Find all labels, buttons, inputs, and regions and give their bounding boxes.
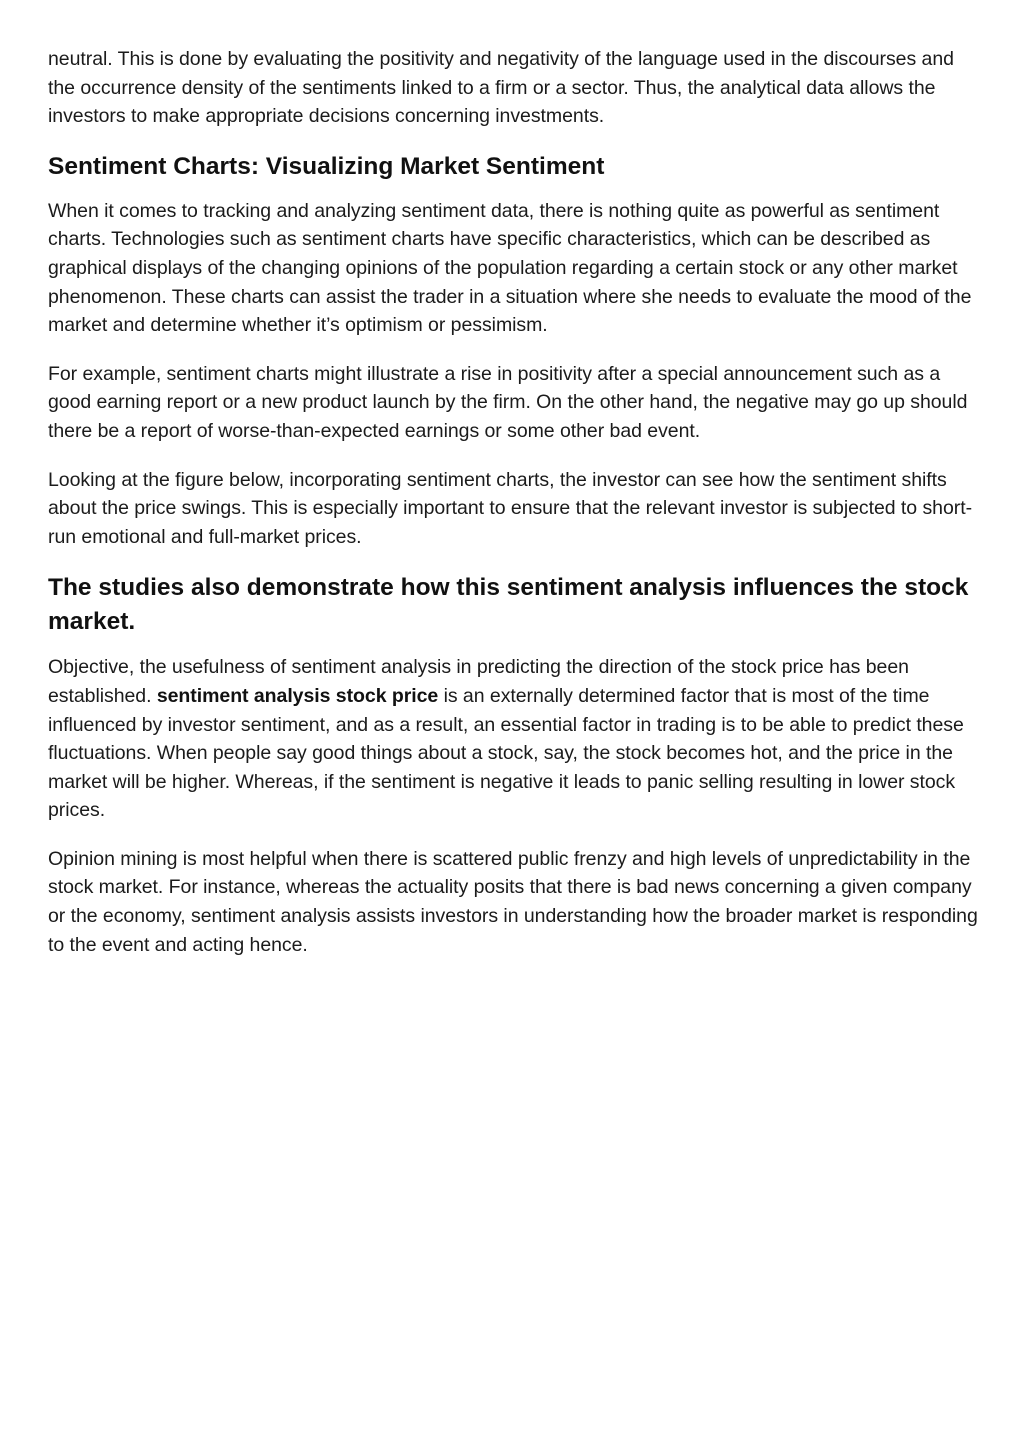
- sentiment-charts-paragraph-2: For example, sentiment charts might illustrate a rise in positivity after a special announcement such as a good earning report or a new product launch by the firm. On the other hand, the negative may go up should there be a report of worse-than-expected earnings or some other bad event.: [48, 362, 968, 442]
- sentiment-charts-paragraph-1: When it comes to tracking and analyzing sentiment data, there is nothing quite as powerful as sentiment charts. Technologies such as sentiment charts have specific characteristics, which can be described as graphical displays of the changing opinions of the population regarding a certain stock or any other market phenomenon. These charts can assist the trader in a situation where she needs to evaluate the mood of the market and determine whether it’s optimism or pessimism.: [48, 199, 972, 337]
- sentiment-charts-paragraph-3: Looking at the figure below, incorporating sentiment charts, the investor can see how the sentiment shifts about the price swings. This is especially important to ensure that the relevant investor is subjected to short-run emotional and full-market prices.: [48, 468, 973, 548]
- studies-paragraph-1-start: Objective, the usefulness of sentiment analysis in predicting the direction of the stock price has been established.: [48, 656, 909, 707]
- studies-paragraph-1: [48, 653, 978, 825]
- intro-paragraph: neutral. This is done by evaluating the positivity and negativity of the language used in the discourses and the occurrence density of the sentiments linked to a firm or a sector. Thus, the analytical data allows the investors to make appropriate decisions concerning investments.: [48, 48, 954, 128]
- keyword-sentiment-analysis-stock-price: sentiment analysis stock price: [156, 684, 439, 707]
- studies-paragraph-1-end: is an externally determined factor that is most of the time influenced by investor sentiment, and as a result, an essential factor in trading is to be able to predict these fluctuations. When people say good things about a stock, say, the stock becomes hot, and the price in the market will be higher. Whereas, if the sentiment is negative it leads to panic selling resulting in lower stock prices.: [48, 684, 964, 822]
- studies-heading: The studies also demonstrate how this sentiment analysis influences the stock market.: [48, 574, 969, 636]
- studies-paragraph-2: Opinion mining is most helpful when there is scattered public frenzy and high levels of unpredictability in the stock market. For instance, whereas the actuality posits that there is bad news concerning a given company or the economy, sentiment analysis assists investors in understanding how the broader market is responding to the event and acting hence.: [48, 847, 978, 956]
- sentiment-charts-heading: Sentiment Charts: Visualizing Market Sentiment: [48, 152, 605, 180]
- article-body: [48, 45, 978, 979]
